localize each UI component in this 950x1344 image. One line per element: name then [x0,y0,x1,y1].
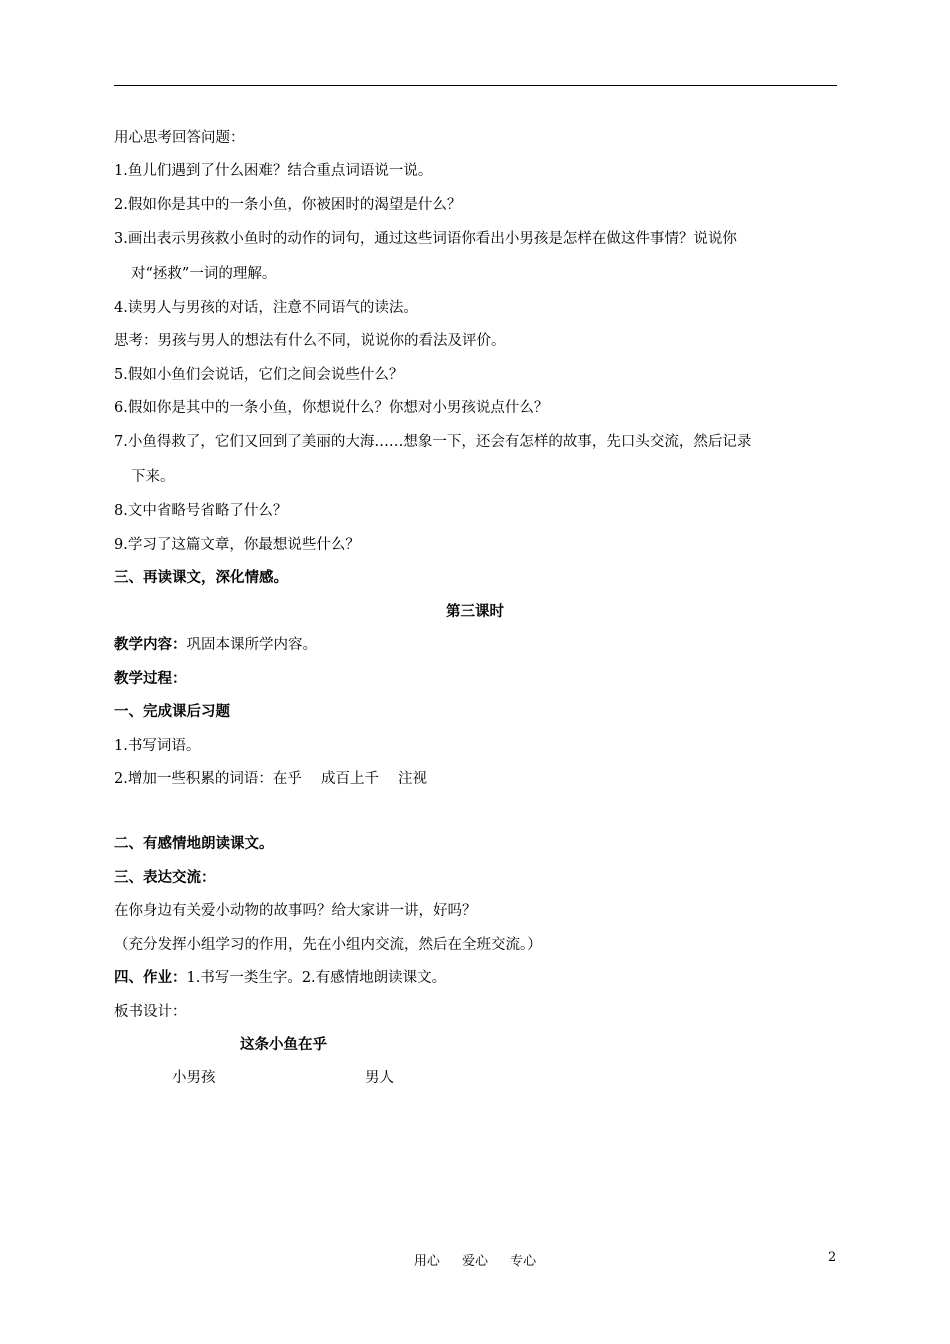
text-line: 在你身边有关爱小动物的故事吗？给大家讲一讲，好吗？ [114,903,477,919]
homework [114,969,446,987]
footer-motto: 用心 爱心 专心 [413,1254,537,1269]
section-heading: 三、再读课文，深化情感。 [114,569,288,586]
question-1: 1.鱼儿们遇到了什么困难？结合重点词语说一说。 [114,163,433,179]
question-7: 7.小鱼得救了，它们又回到了美丽的大海……想象一下，还会有怎样的故事，先口头交流，然后记录 [114,434,752,450]
question-6: 6.假如你是其中的一条小鱼，你想说什么？你想对小男孩说点什么？ [114,400,549,416]
board-right: 男人 [365,1070,394,1086]
board-title: 这条小鱼在乎 [240,1036,327,1053]
header-rule [114,85,837,86]
teaching-content [114,636,317,654]
thinking-prompt: 思考：男孩与男人的想法有什么不同，说说你的看法及评价。 [114,333,506,349]
question-9: 9.学习了这篇文章，你最想说些什么？ [114,537,360,553]
text-line: 用心思考回答问题： [114,130,245,146]
question-3-cont: 对“拯救”一词的理解。 [131,266,277,282]
lesson-title: 第三课时 [446,603,504,620]
exercise-1: 1.书写词语。 [114,738,201,754]
page-number: 2 [828,1250,837,1265]
exercise-2: 2.增加一些积累的词语：在乎 成百上千 注视 [114,771,428,787]
section-heading: 二、有感情地朗读课文。 [114,835,274,852]
board-left: 小男孩 [172,1070,216,1086]
teaching-process-heading: 教学过程： [114,670,187,687]
homework-text: 1.书写一类生字。2.有感情地朗读课文。 [186,970,447,986]
section-heading: 三、表达交流： [114,869,216,886]
teaching-content-text: 巩固本课所学内容。 [186,637,317,653]
question-7-cont: 下来。 [131,469,175,485]
board-design-label: 板书设计： [114,1004,187,1020]
question-3: 3.画出表示男孩救小鱼时的动作的词句，通过这些词语你看出小男孩是怎样在做这件事情？说说你 [114,231,737,247]
question-4: 4.读男人与男孩的对话，注意不同语气的读法。 [114,300,418,316]
homework-label: 四、作业： [114,969,187,986]
text-line: （充分发挥小组学习的作用，先在小组内交流，然后在全班交流。） [114,937,542,953]
section-heading: 一、完成课后习题 [114,703,230,720]
question-2: 2.假如你是其中的一条小鱼，你被困时的渴望是什么？ [114,197,462,213]
question-5: 5.假如小鱼们会说话，它们之间会说些什么？ [114,367,404,383]
question-8: 8.文中省略号省略了什么？ [114,503,288,519]
teaching-content-label: 教学内容： [114,636,187,653]
